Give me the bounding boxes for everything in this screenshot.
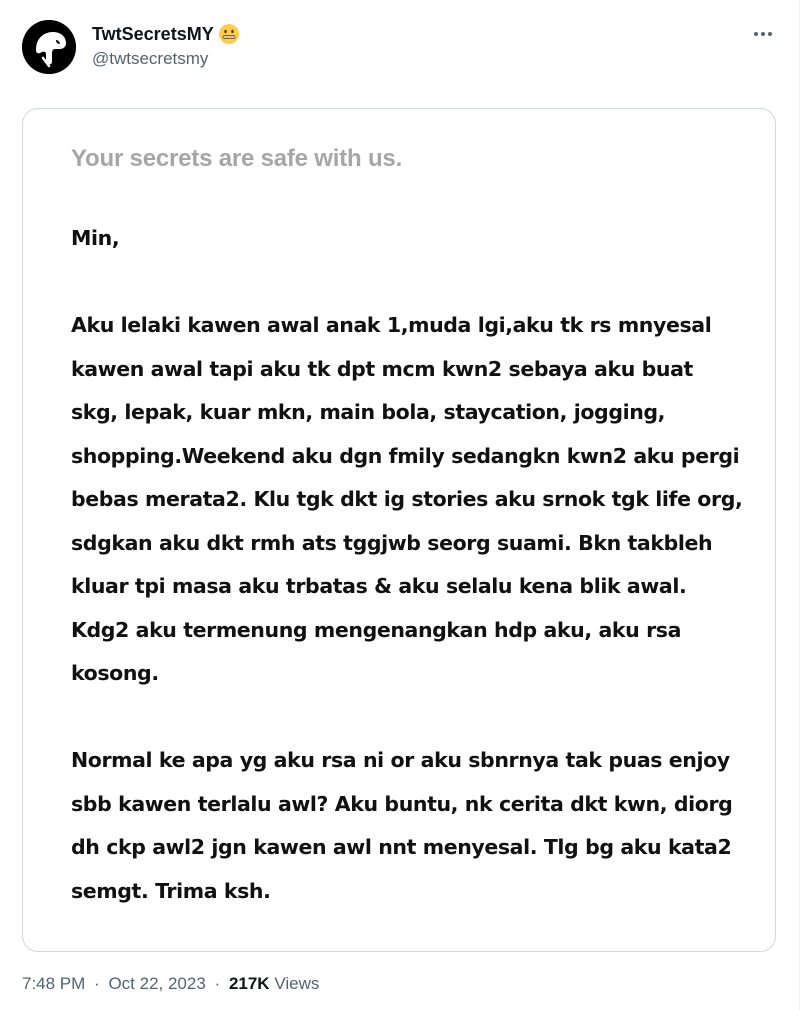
more-horizontal-icon[interactable] xyxy=(751,24,775,44)
tweet-date[interactable]: Oct 22, 2023 xyxy=(108,974,206,993)
avatar[interactable] xyxy=(22,20,76,74)
meta-separator: · xyxy=(214,974,221,993)
avatar-logo-icon xyxy=(22,20,76,74)
meta-separator: · xyxy=(94,974,100,993)
display-name-row xyxy=(92,22,240,46)
views-label: Views xyxy=(274,974,320,993)
author-handle[interactable]: @twtsecretsmy xyxy=(92,49,209,68)
zipper-mouth-face-icon xyxy=(218,23,240,45)
card-body xyxy=(71,217,743,913)
card-paragraph-1: Aku lelaki kawen awal anak 1,muda lgi,aku tk rs mnyesal kawen awal tapi aku tk dpt mcm kwn2 sebaya aku buat skg, lepak, kuar mkn, main bola, staycation, jogging, shopping.Weekend aku dgn fmily sedangkn kwn2 aku pergi bebas merata2. Klu tgk dkt ig stories aku srnok tgk life org, sdgkan aku dkt rmh ats tggjwb seorg suami. Bkn takbleh kluar tpi masa aku trbatas & aku selalu kena blik awal. Kdg2 aku termenung mengenangkan hdp aku, aku rsa kosong. xyxy=(71,313,743,685)
tweet-header xyxy=(22,18,781,76)
card-greeting: Min, xyxy=(71,226,120,250)
secret-image-card[interactable] xyxy=(22,108,776,952)
tweet-meta xyxy=(22,974,319,994)
card-paragraph-2: Normal ke apa yg aku rsa ni or aku sbnrnya tak puas enjoy sbb kawen terlalu awl? Aku buntu, nk cerita dkt kwn, diorg dh ckp awl2 jgn kawen awl nnt menyesal. Tlg bg aku kata2 semgt. Trima ksh. xyxy=(71,748,733,903)
tweet-time[interactable]: 7:48 PM xyxy=(22,974,86,993)
author-names xyxy=(92,22,240,69)
views-count[interactable]: 217K xyxy=(228,974,270,993)
card-tagline: Your secrets are safe with us. xyxy=(71,145,403,172)
display-name[interactable]: TwtSecretsMY xyxy=(92,23,214,44)
